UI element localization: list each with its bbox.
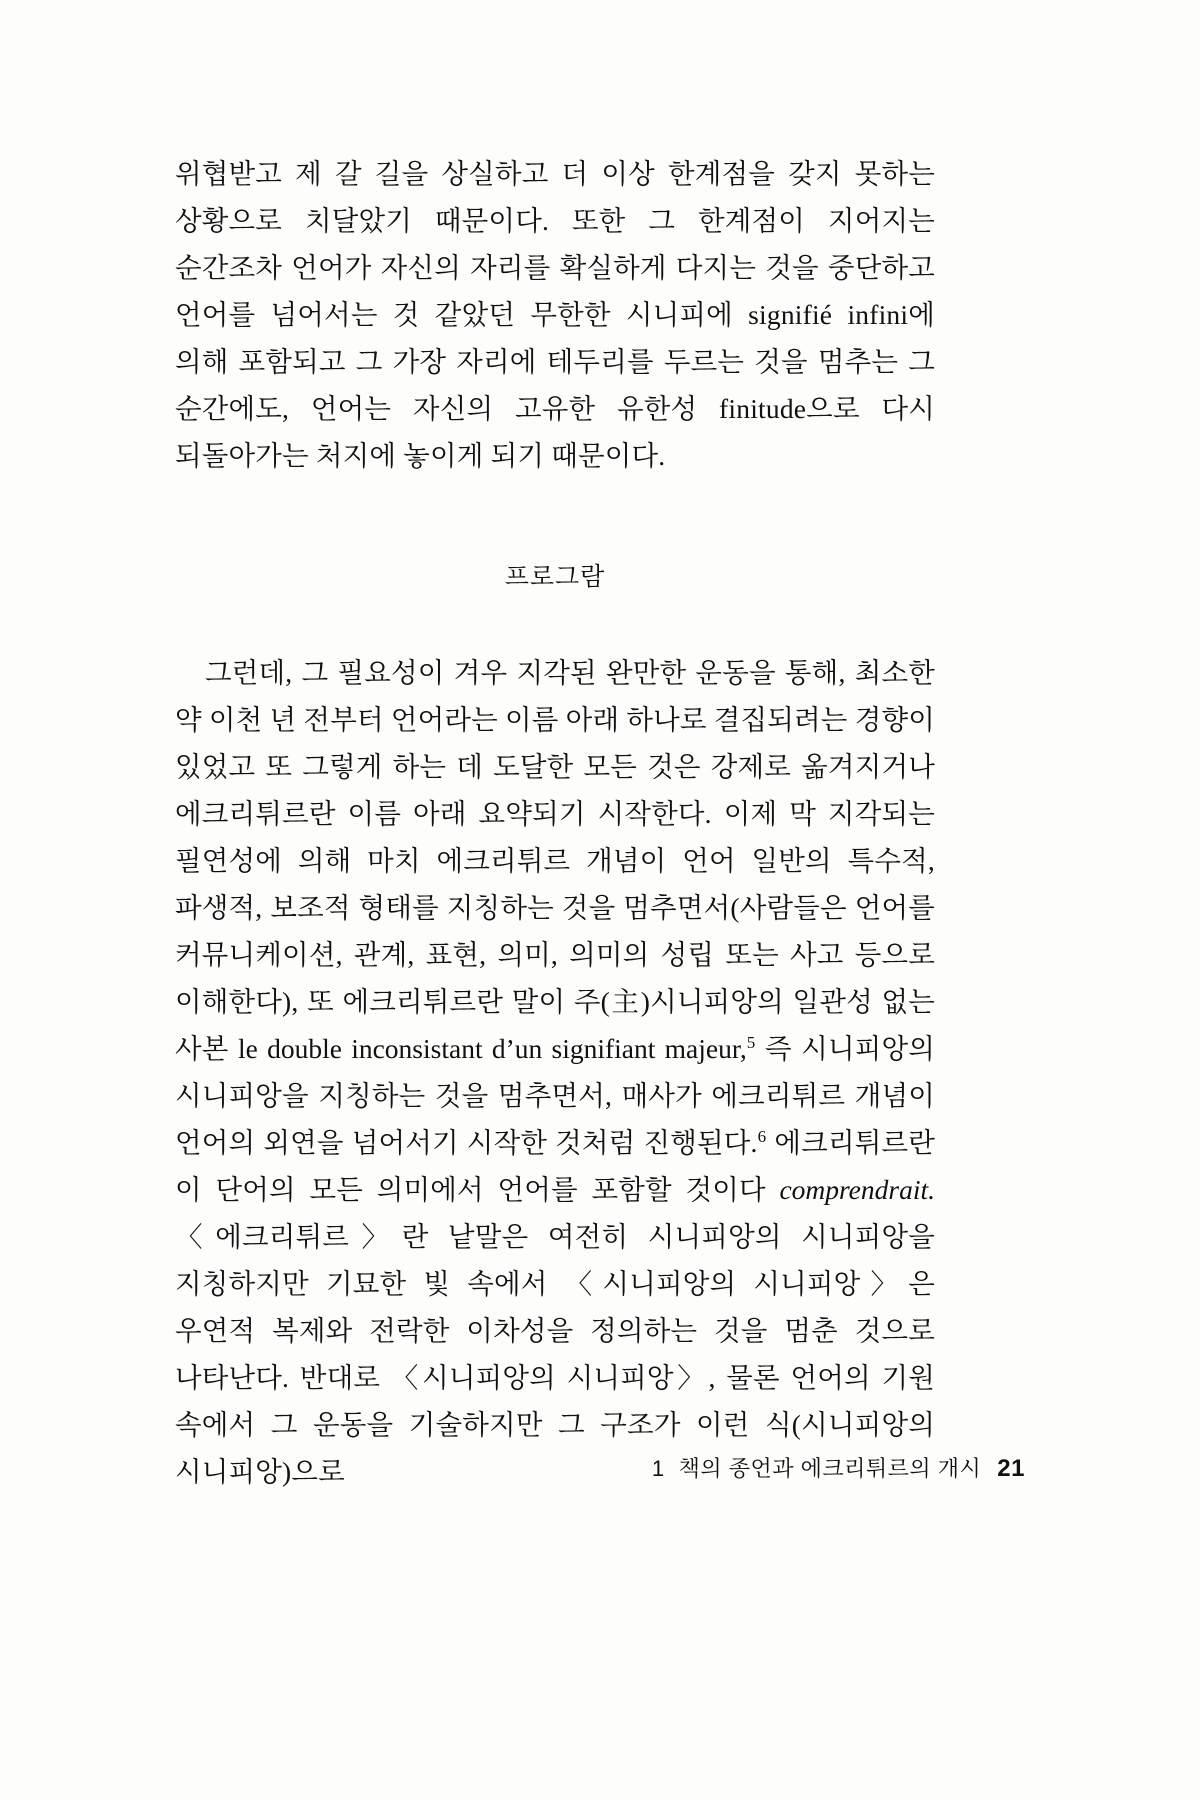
heading-spacer bbox=[175, 597, 935, 649]
body-paragraph-1: 위협받고 제 갈 길을 상실하고 더 이상 한계점을 갖지 못하는 상황으로 치달았기 때문이다. 또한 그 한계점이 지어지는 순간조차 언어가 자신의 자리를 확실하게 다지는 것을 중단하고 언어를 넘어서는 것 같았던 무한한 시니피에 signifié infini에 의해 포함되고 그 가장 자리에 테두리를 두르는 것을 멈추는 그 순간에도, 언어는 자신의 고유한 유한성 finitude으로 다시 되돌아가는 처지에 놓이게 되기 때문이다. bbox=[175, 158, 935, 471]
body-paragraph-2-latin-2: comprendrait. bbox=[779, 1174, 935, 1205]
page-content bbox=[175, 150, 935, 1495]
footer-chapter-number: 1 bbox=[651, 1456, 665, 1481]
footnote-marker-5: 5 bbox=[746, 1032, 756, 1052]
body-paragraph-2-segment-4: 〈에크리튀르〉란 낱말은 여전히 시니피앙의 시니피앙을 지칭하지만 기묘한 빛 속에서 〈시니피앙의 시니피앙〉은 우연적 복제와 전락한 이차성을 정의하는 것을 멈춘 것으로 나타난다. 반대로 〈시니피앙의 시니피앙〉, 물론 언어의 기원 속에서 그 운동을 기술하지만 그 구조가 이런 식(시니피앙의 시니피앙)으로 bbox=[175, 1221, 935, 1487]
body-paragraph-2 bbox=[175, 649, 935, 1495]
body-paragraph-2-segment-2: 즉 시니피앙의 시니피앙을 지칭하는 것을 멈추면서, 매사가 에크리튀르 개념이 언어의 외연을 넘어서기 시작한 것처럼 진행된다. bbox=[175, 1033, 936, 1158]
body-paragraph-2-segment-1: 그런데, 그 필요성이 겨우 지각된 완만한 운동을 통해, 최소한 약 이천 년 전부터 언어라는 이름 아래 하나로 결집되려는 경향이 있었고 또 그렇게 하는 데 도달한 모든 것은 강제로 옮겨지거나 에크리튀르란 이름 아래 요약되기 시작한다. 이제 막 지각되는 필연성에 의해 마치 에크리튀르 개념이 언어 일반의 특수적, 파생적, 보조적 형태를 지칭하는 것을 멈추면서(사람들은 언어를 커뮤니케이션, 관계, 표현, 의미, 의미의 성립 또는 사고 등으로 이해한다), 또 에크리튀르란 말이 주(主)시니피앙의 일관성 없는 사본 bbox=[175, 657, 935, 1064]
page-footer bbox=[175, 1452, 1025, 1483]
footnote-marker-6: 6 bbox=[757, 1126, 767, 1146]
section-heading: 프로그람 bbox=[504, 563, 606, 591]
footer-page-number: 21 bbox=[997, 1455, 1025, 1482]
paragraph-spacer bbox=[175, 479, 935, 557]
footer-chapter-title: 책의 종언과 에크리튀르의 개시 bbox=[678, 1456, 982, 1481]
body-paragraph-2-segment-3: 에크리튀르란 이 단어의 모든 의미에서 언어를 포함할 것이다 bbox=[175, 1127, 936, 1205]
body-paragraph-2-latin-1: le double inconsistant d’un signifiant majeur, bbox=[238, 1033, 747, 1064]
